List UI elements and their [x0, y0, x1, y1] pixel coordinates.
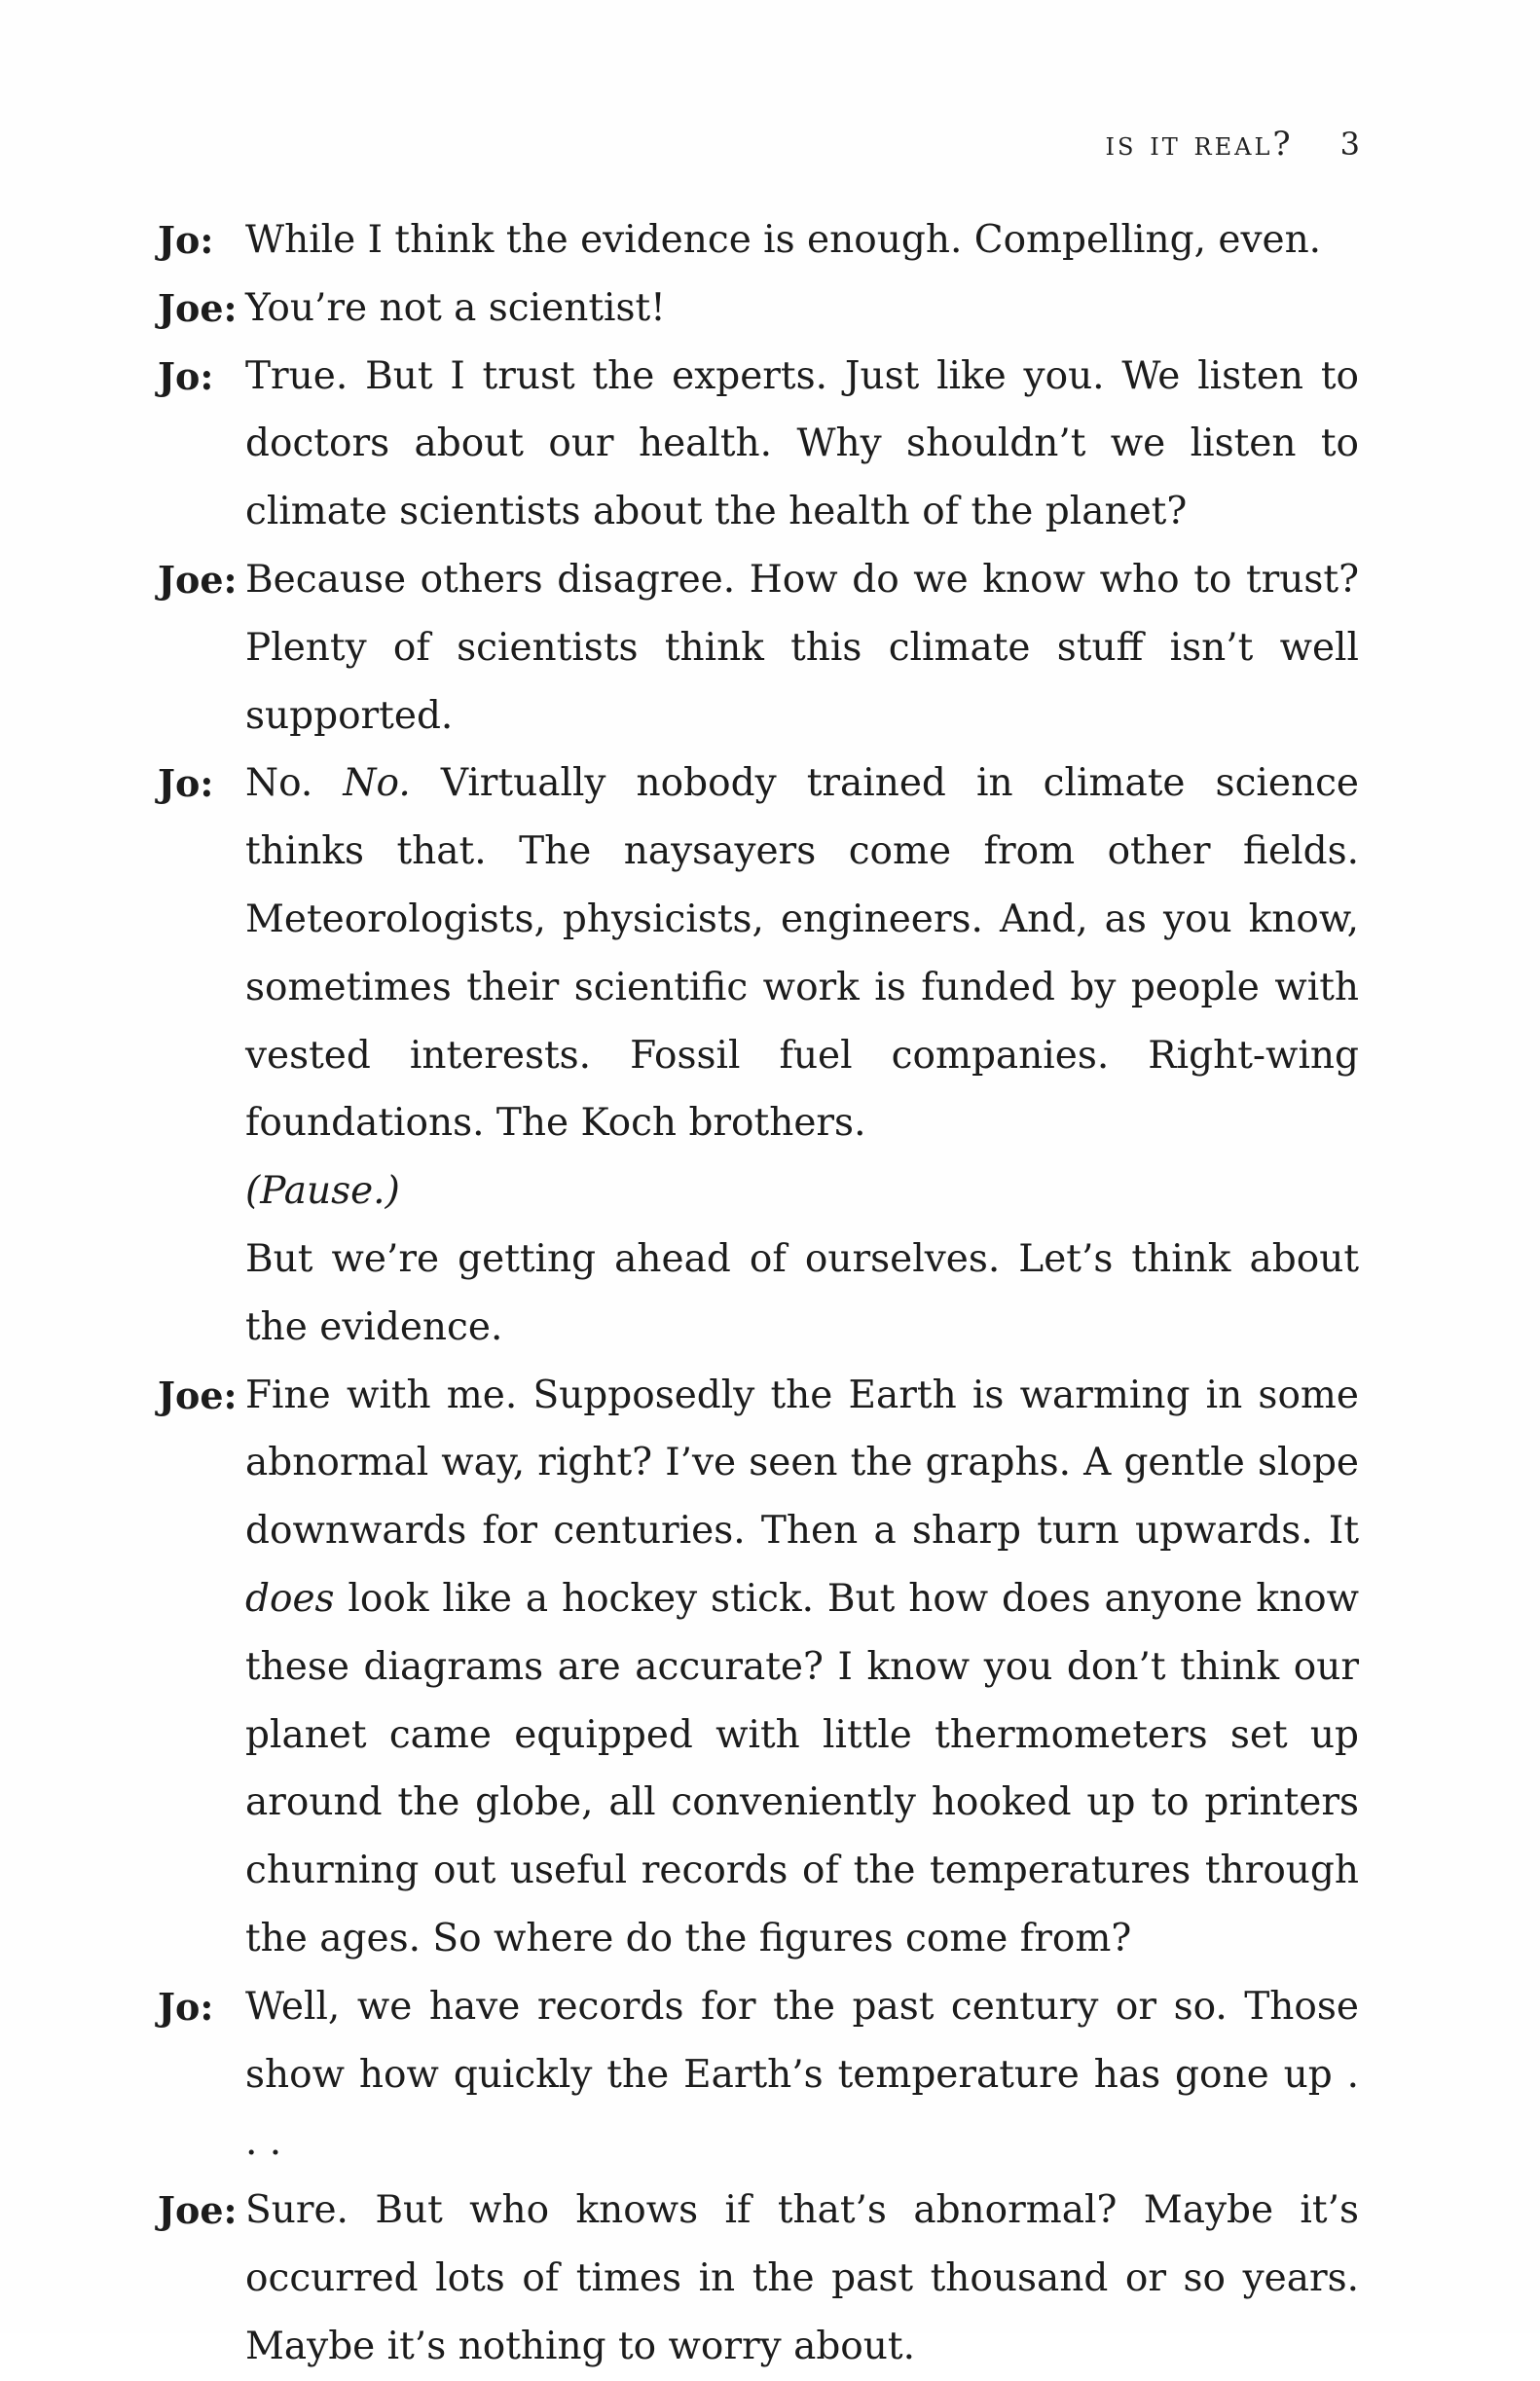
dialogue-turn — [158, 206, 1359, 275]
speaker-label: Joe: — [158, 285, 238, 330]
speech-run: Fine with me. Supposedly the Earth is warming in some abnormal way, right? I’ve seen the graphs. A gentle slope downwards for centuries. Then a sharp turn upwards. It — [245, 1373, 1359, 1554]
speech-text — [245, 275, 1359, 343]
speech-text — [245, 343, 1359, 546]
speech-run: No. — [245, 761, 344, 806]
dialogue-turn — [158, 343, 1359, 546]
running-head-title: is it real? — [1105, 125, 1294, 164]
speech-paragraph — [245, 750, 1359, 1157]
speech-run: Virtually nobody trained in climate science thinks that. The naysayers come from other fields. Meteorologists, physicists, engineers. And, as you know, sometimes their scientific work is funded by people with vested interests. Fossil fuel companies. Right-wing foundations. The Koch brothers. — [245, 761, 1359, 1146]
speech-text — [245, 206, 1359, 275]
speech-paragraph: Sure. But who knows if that’s abnormal? Maybe it’s occurred lots of times in the past thousand or so years. Maybe it’s nothing to worry about. — [245, 2188, 1359, 2368]
speech-paragraph: Well, we have records for the past century or so. Those show how quickly the Earth’s temperature has gone up . . . — [245, 1984, 1359, 2165]
dialogue-turn — [158, 546, 1359, 750]
dialogue-turn — [158, 1362, 1359, 1973]
speech-run: look like a hockey stick. But how does anyone know these diagrams are accurate? I know you don’t think our planet came equipped with little thermometers set up around the globe, all conveniently hooked up to printers churning out useful records of the temperatures through the ages. So where do the figures come from? — [245, 1576, 1359, 1960]
dialogue-turn — [158, 275, 1359, 343]
speech-paragraph: Because others disagree. How do we know who to trust? Plenty of scientists think this climate stuff isn’t well supported. — [245, 557, 1359, 738]
speech-text — [245, 750, 1359, 1361]
running-head — [1106, 125, 1360, 164]
speaker-label: Jo: — [158, 218, 214, 262]
speaker-label: Joe: — [158, 1373, 238, 1417]
speaker-label: Joe: — [158, 557, 238, 602]
dialogue-turn — [158, 2177, 1359, 2380]
speech-text — [245, 2177, 1359, 2380]
speech-paragraph: But we’re getting ahead of ourselves. Let’s think about the evidence. — [245, 1236, 1359, 1349]
speech-text — [245, 1973, 1359, 2177]
speech-paragraph — [245, 1362, 1359, 1973]
speech-emphasis: does — [245, 1576, 335, 1621]
speech-text — [245, 546, 1359, 750]
speaker-label: Joe: — [158, 2188, 238, 2233]
speech-paragraph: True. But I trust the experts. Just like you. We listen to doctors about our health. Why shouldn’t we listen to climate scientists about the health of the planet? — [245, 353, 1359, 534]
stage-direction: (Pause.) — [245, 1169, 400, 1214]
speaker-label: Jo: — [158, 353, 214, 398]
page-number: 3 — [1339, 126, 1360, 163]
dialogue — [158, 206, 1359, 2381]
speech-emphasis: No. — [343, 761, 411, 806]
speech-text — [245, 1362, 1359, 1973]
speaker-label: Jo: — [158, 761, 214, 806]
dialogue-turn — [158, 750, 1359, 1361]
speaker-label: Jo: — [158, 1984, 214, 2029]
speech-paragraph: You’re not a scientist! — [245, 285, 666, 330]
dialogue-turn — [158, 1973, 1359, 2177]
speech-paragraph: While I think the evidence is enough. Compelling, even. — [245, 218, 1322, 262]
